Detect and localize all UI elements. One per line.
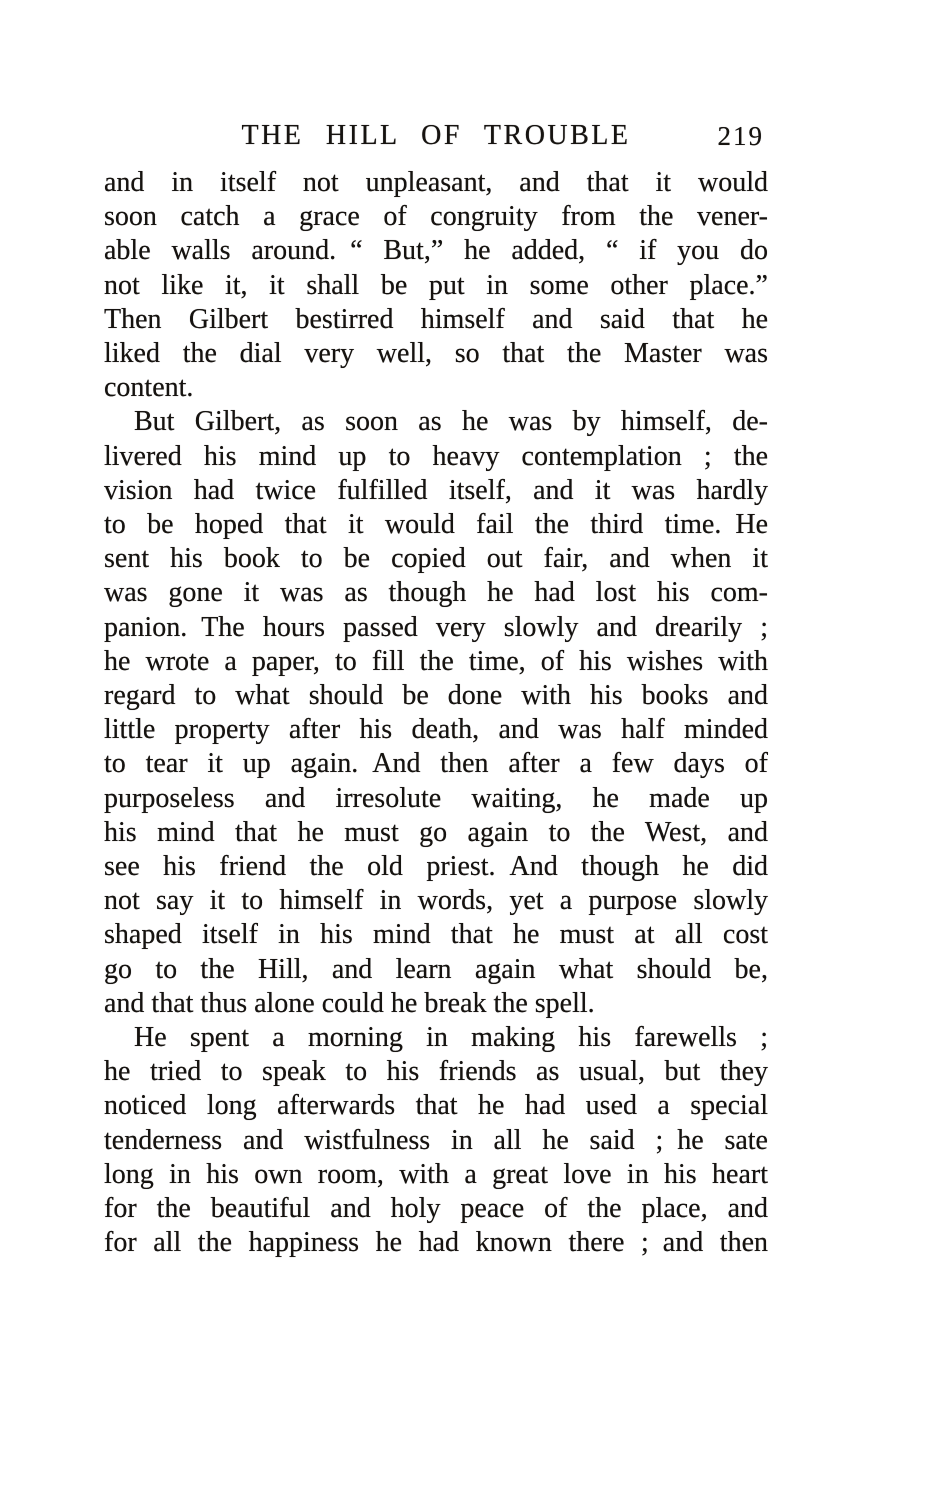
text-line: tenderness and wistfulness in all he said ; he sate: [104, 1124, 768, 1156]
text-line: he wrote a paper, to fill the time, of his wishes with: [104, 645, 768, 677]
text-line: he tried to speak to his friends as usual, but they: [104, 1056, 768, 1088]
text-line: his mind that he must go again to the West, and: [104, 816, 768, 848]
text-line: able walls around. “ But,” he added, “ if you do: [104, 235, 768, 267]
text-line: purposeless and irresolute waiting, he made up: [104, 782, 768, 814]
text-line: vision had twice fulfilled itself, and it was hardly: [104, 474, 768, 506]
text-line: livered his mind up to heavy contemplation ; the: [104, 440, 768, 472]
running-title: THE HILL OF TROUBLE: [241, 120, 631, 151]
text-line: little property after his death, and was half minded: [104, 714, 768, 746]
text-line: Then Gilbert bestirred himself and said that he: [104, 303, 768, 335]
text-line: to tear it up again. And then after a few days of: [104, 748, 768, 780]
text-line: was gone it was as though he had lost his com-: [104, 577, 768, 609]
body-text: [104, 166, 768, 1261]
text-line: not like it, it shall be put in some other place.”: [104, 269, 768, 301]
text-line: sent his book to be copied out fair, and when it: [104, 543, 768, 575]
text-line: content.: [104, 372, 194, 404]
text-line: and that thus alone could he break the spell.: [104, 987, 595, 1019]
text-line: see his friend the old priest. And though he did: [104, 851, 768, 883]
text-line: not say it to himself in words, yet a purpose slowly: [104, 885, 768, 917]
text-line: noticed long afterwards that he had used a special: [104, 1090, 768, 1122]
text-line: But Gilbert, as soon as he was by himself, de-: [134, 406, 768, 438]
text-line: to be hoped that it would fail the third time. He: [104, 509, 768, 541]
text-line: for all the happiness he had known there ; and then: [104, 1227, 768, 1259]
text-line: panion. The hours passed very slowly and drearily ;: [104, 611, 768, 643]
text-line: soon catch a grace of congruity from the vener-: [104, 201, 768, 233]
text-line: regard to what should be done with his books and: [104, 680, 768, 712]
text-line: go to the Hill, and learn again what should be,: [104, 953, 768, 985]
page-number: 219: [717, 121, 764, 151]
text-line: shaped itself in his mind that he must at all cost: [104, 919, 768, 951]
text-line: for the beautiful and holy peace of the place, and: [104, 1193, 768, 1225]
text-line: liked the dial very well, so that the Master was: [104, 338, 768, 370]
text-line: He spent a morning in making his farewells ;: [134, 1022, 768, 1054]
text-line: long in his own room, with a great love in his heart: [104, 1158, 768, 1190]
page-header: [104, 119, 768, 153]
text-line: and in itself not unpleasant, and that it would: [104, 167, 768, 198]
